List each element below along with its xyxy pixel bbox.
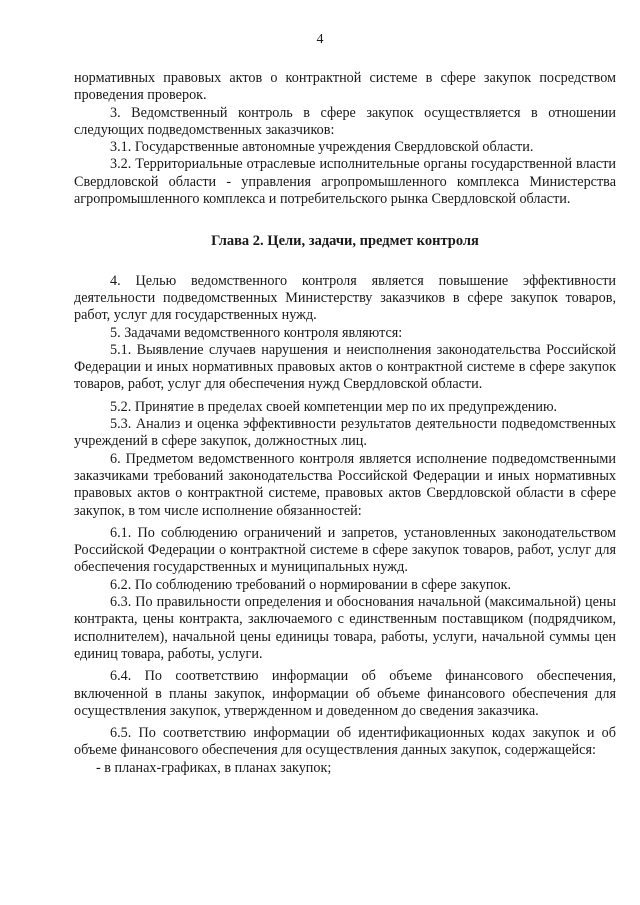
paragraph: 3. Ведомственный контроль в сфере закупок осуществляется в отношении следующих подведомственных заказчиков: bbox=[74, 104, 616, 138]
paragraph: 6. Предметом ведомственного контроля является исполнение подведомственными заказчиками требований законодательства Российской Федерации и иных нормативных правовых актов о контрактной системе, правовых актов Свердловской области в сфере закупок, в том числе исполнение обязанностей: bbox=[74, 450, 616, 519]
paragraph: 5. Задачами ведомственного контроля являются: bbox=[110, 324, 403, 341]
paragraph: 5.2. Принятие в пределах своей компетенции мер по их предупреждению. bbox=[110, 398, 558, 415]
paragraph: 3.2. Территориальные отраслевые исполнительные органы государственной власти Свердловской области - управления агропромышленного комплекса Министерства агропромышленного комплекса и потребительского рынка Свердловской области. bbox=[74, 156, 616, 208]
paragraph: 6.4. По соответствию информации об объеме финансового обеспечения, включенной в планы закупок, информации об объеме финансового обеспечения для осуществления закупок, утвержденном и доведенном до сведения заказчика. bbox=[74, 668, 616, 719]
paragraph: 6.1. По соблюдению ограничений и запретов, установленных законодательством Российской Федерации о контрактной системе в сфере закупок товаров, работ, услуг для обеспечения государственных и муниципальных нужд. bbox=[74, 524, 616, 576]
paragraph: 6.3. По правильности определения и обоснования начальной (максимальной) цены контракта, цены контракта, заключаемого с единственным поставщиком (подрядчиком, исполнителем), начальной цены единицы товара, работы, услуги, начальной суммы цен единиц товара, работы, услуги. bbox=[74, 594, 616, 662]
page-number: 4 bbox=[316, 32, 324, 47]
paragraph: 5.1. Выявление случаев нарушения и неисполнения законодательства Российской Федерации и иных нормативных правовых актов о контрактной системе в сфере закупок товаров, работ, услуг для обеспечения нужд Свердловской области. bbox=[74, 341, 616, 393]
chapter-heading: Глава 2. Цели, задачи, предмет контроля bbox=[211, 233, 479, 250]
list-item: - в планах-графиках, в планах закупок; bbox=[96, 759, 332, 776]
document-body bbox=[74, 70, 616, 777]
paragraph: 6.2. По соблюдению требований о нормировании в сфере закупок. bbox=[110, 576, 512, 593]
paragraph: нормативных правовых актов о контрактной системе в сфере закупок посредством проведения проверок. bbox=[74, 70, 616, 104]
paragraph: 4. Целью ведомственного контроля является повышение эффективности деятельности подведомственных Министерству заказчиков в сфере закупок товаров, работ, услуг для государственных нужд. bbox=[74, 272, 616, 324]
paragraph: 3.1. Государственные автономные учреждения Свердловской области. bbox=[110, 139, 534, 156]
paragraph: 5.3. Анализ и оценка эффективности результатов деятельности подведомственных учреждений в сфере закупок, должностных лиц. bbox=[74, 416, 616, 450]
paragraph: 6.5. По соответствию информации об идентификационных кодах закупок и об объеме финансового обеспечения для осуществления данных закупок, содержащейся: bbox=[74, 725, 616, 759]
